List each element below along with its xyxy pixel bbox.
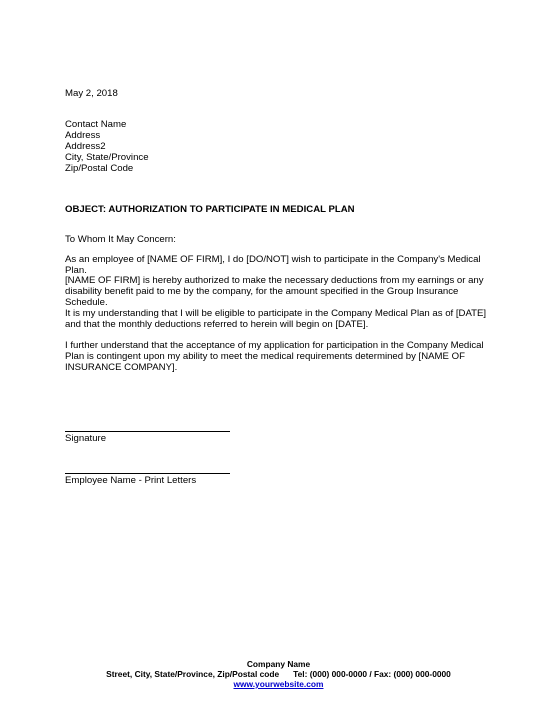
recipient-address [65, 119, 149, 174]
letter-object: OBJECT: AUTHORIZATION TO PARTICIPATE IN MEDICAL PLAN [65, 204, 355, 215]
website-link[interactable]: www.yourwebsite.com [233, 679, 324, 689]
address-line-address2: Address2 [65, 141, 106, 152]
paragraph-eligibility: It is my understanding that I will be eligible to participate in the Company Medical Plan as of [DATE] and that the monthly deductions referred to herein will begin on [DATE]. [65, 308, 487, 330]
paragraph-deductions: [NAME OF FIRM] is hereby authorized to make the necessary deductions from my earnings or any disability benefit paid to me by the company, for the amount specified in the Group Insurance Schedule. [65, 275, 484, 308]
footer-address-contact [0, 669, 557, 679]
employee-name-line [65, 473, 230, 474]
footer-contact: Tel: (000) 000-0000 / Fax: (000) 000-0000 [293, 669, 451, 679]
footer-website [0, 679, 557, 689]
paragraph-participation: As an employee of [NAME OF FIRM], I do [DO/NOT] wish to participate in the Company's Medical Plan. [65, 254, 481, 276]
employee-name-label: Employee Name - Print Letters [65, 475, 197, 486]
signature-line [65, 431, 230, 432]
letter-date: May 2, 2018 [65, 88, 118, 99]
address-line-contact: Contact Name [65, 119, 127, 130]
address-line-zip: Zip/Postal Code [65, 163, 134, 174]
address-line-address: Address [65, 130, 101, 141]
footer-company-name: Company Name [246, 659, 311, 669]
address-line-city: City, State/Province [65, 152, 149, 163]
letter-greeting: To Whom It May Concern: [65, 234, 176, 245]
signature-label: Signature [65, 433, 107, 444]
paragraph-medical-requirements: I further understand that the acceptance of my application for participation in the Company Medical Plan is contingent upon my ability to meet the medical requirements determined by [NAME OF INSURANCE COMPANY]. [65, 340, 484, 373]
footer-address: Street, City, State/Province, Zip/Postal code [106, 669, 280, 679]
